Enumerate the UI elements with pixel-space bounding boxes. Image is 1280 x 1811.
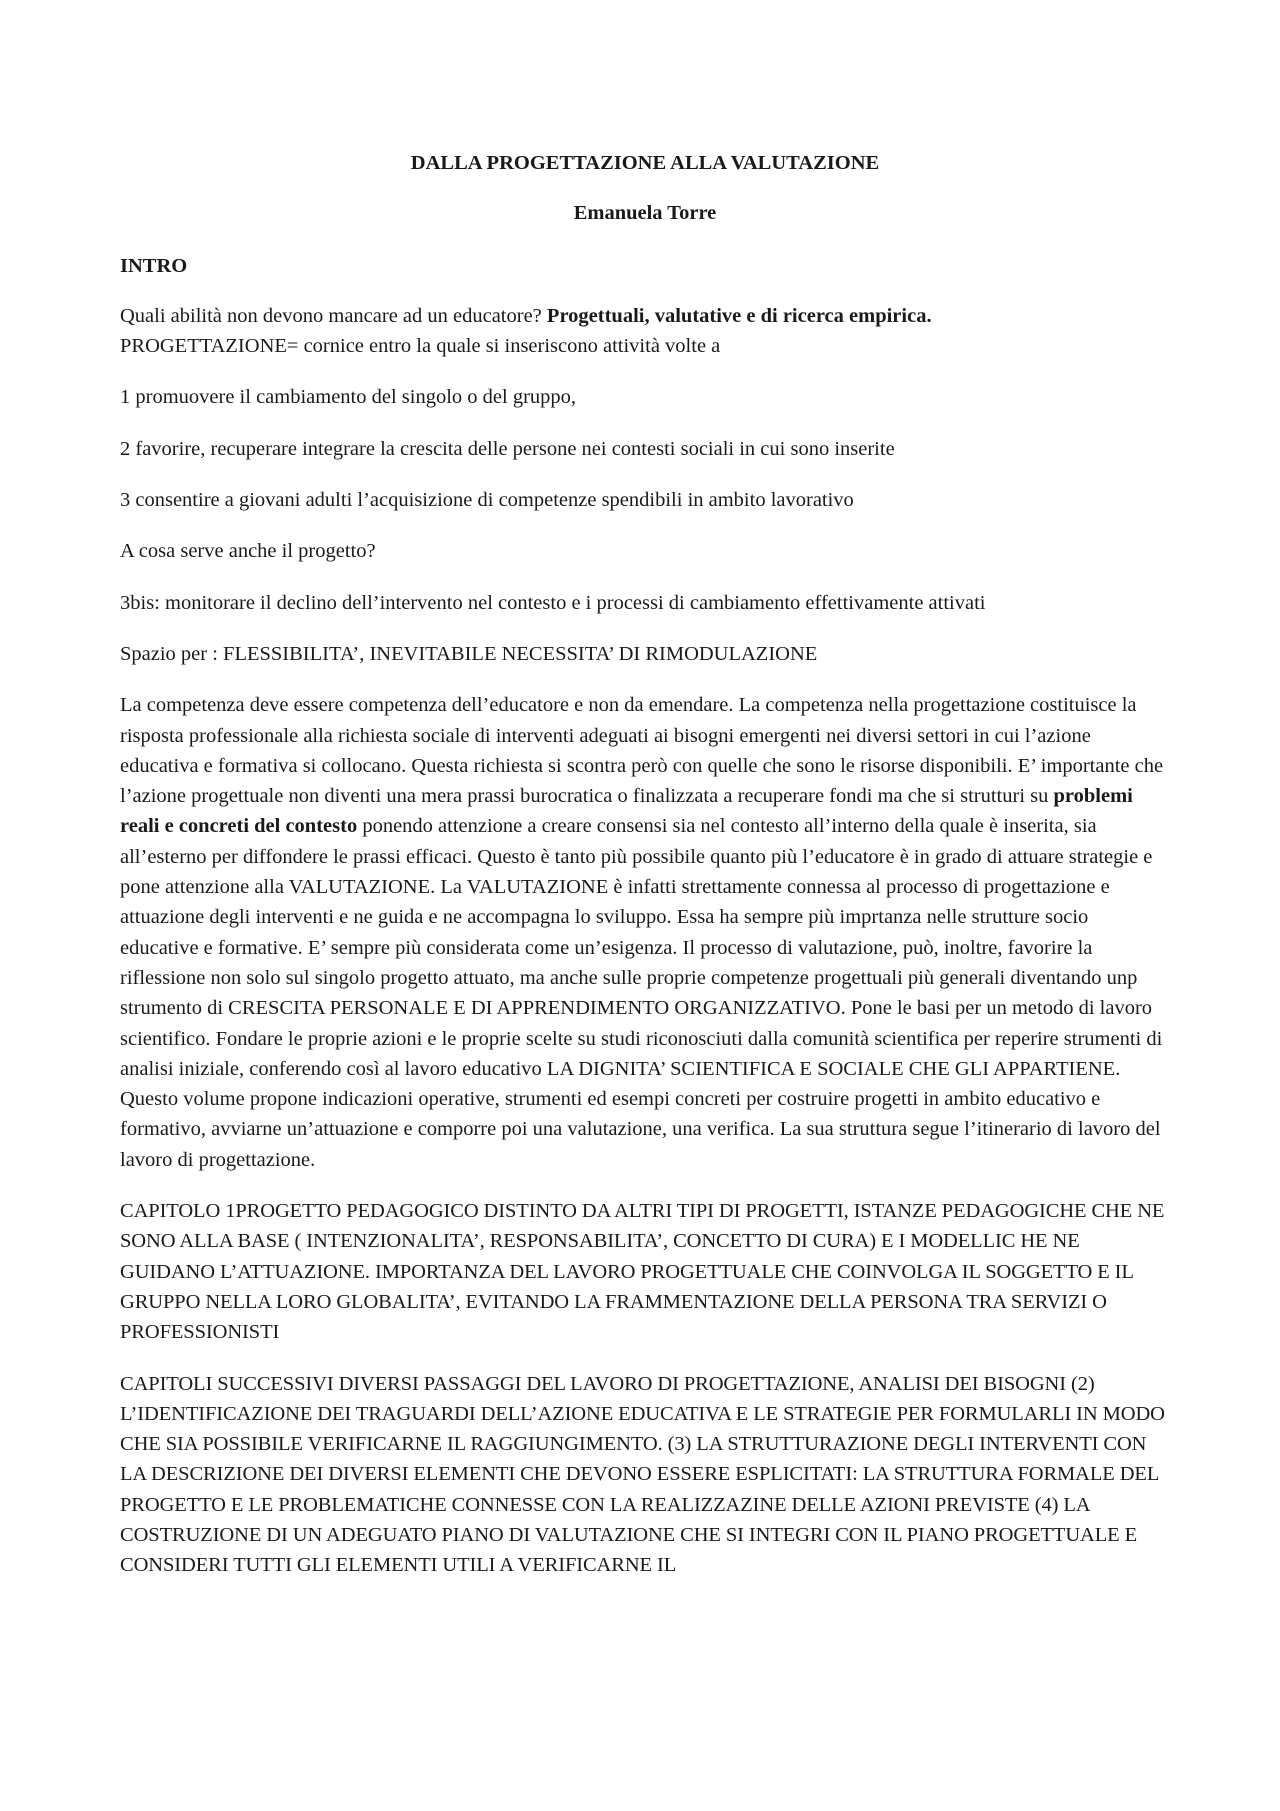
later-chapters-paragraph: CAPITOLI SUCCESSIVI DIVERSI PASSAGGI DEL LAVORO DI PROGETTAZIONE, ANALISI DEI BISOGNI (2) L’IDENTIFICAZIONE DEI TRAGUARDI DELL’AZIONE EDUCATIVA E LE STRATEGIE PER FORMULARLI IN MODO CHE SIA POSSIBILE VERIFICARNE IL RAGGIUNGIMENTO. (3) LA STRUTTURAZIONE DEGLI INTERVENTI CON LA DESCRIZIONE DEI DIVERSI ELEMENTI CHE DEVONO ESSERE ESPLICITATI: LA STRUTTURA FORMALE DEL PROGETTO E LE PROBLEMATICHE CONNESSE CON LA REALIZZAZINE DELLE AZIONI PREVISTE (4) LA COSTRUZIONE DI UN ADEGUATO PIANO DI VALUTAZIONE CHE SI INTEGRI CON IL PIANO PROGETTUALE E CONSIDERI TUTTI GLI ELEMENTI UTILI A VERIFICARNE IL [120, 1372, 1165, 1577]
competence-paragraph [120, 690, 1170, 1175]
section-heading: INTRO [120, 254, 188, 277]
flexibility-line: Spazio per : FLESSIBILITA’, INEVITABILE NECESSITA’ DI RIMODULAZIONE [120, 642, 818, 665]
intro-definition: PROGETTAZIONE= cornice entro la quale si inseriscono attività volte a [120, 335, 721, 358]
list-item-2: 2 favorire, recuperare integrare la crescita delle persone nei contesti sociali in cui sono inserite [120, 437, 895, 460]
document-page [120, 148, 1170, 1581]
competence-emphasis: problemi reali e concreti del contesto [120, 785, 1133, 838]
list-item-1: 1 promuovere il cambiamento del singolo o del gruppo, [120, 386, 577, 409]
list-item-3bis: 3bis: monitorare il declino dell’intervento nel contesto e i processi di cambiamento effettivamente attivati [120, 591, 986, 614]
project-question: A cosa serve anche il progetto? [120, 540, 376, 563]
document-author: Emanuela Torre [573, 202, 717, 225]
intro-paragraph [120, 301, 1170, 362]
list-item-3: 3 consentire a giovani adulti l’acquisizione di competenze spendibili in ambito lavorativo [120, 489, 854, 512]
intro-abilities: Progettuali, valutative e di ricerca empirica. [546, 304, 932, 327]
document-title: DALLA PROGETTAZIONE ALLA VALUTAZIONE [410, 152, 880, 174]
competence-text-start: La competenza deve essere competenza dell’educatore e non da emendare. La competenza nella progettazione costituisce la risposta professionale alla richiesta sociale di interventi adeguati ai bisogni emergenti nei diversi settori in cui l’azione educativa e formativa si collocano. Questa richiesta si scontra però con quelle che sono le risorse disponibili. E’ importante che l’azione progettuale non diventi una mera prassi burocratica o finalizzata a recuperare fondi ma che si strutturi su [120, 694, 1164, 808]
intro-question: Quali abilità non devono mancare ad un educatore? [120, 304, 547, 327]
chapter-1-paragraph: CAPITOLO 1PROGETTO PEDAGOGICO DISTINTO DA ALTRI TIPI DI PROGETTI, ISTANZE PEDAGOGICHE CHE NE SONO ALLA BASE ( INTENZIONALITA’, RESPONSABILITA’, CONCETTO DI CURA) E I MODELLIC HE NE GUIDANO L’ATTUAZIONE. IMPORTANZA DEL LAVORO PROGETTUALE CHE COINVOLGA IL SOGGETTO E IL GRUPPO NELLA LORO GLOBALITA’, EVITANDO LA FRAMMENTAZIONE DELLA PERSONA TRA SERVIZI O PROFESSIONISTI [120, 1200, 1165, 1344]
competence-text-end: ponendo attenzione a creare consensi sia nel contesto all’interno della quale è inserita, sia all’esterno per diffondere le prassi efficaci. Questo è tanto più possibile quanto più l’educatore è in grado di attuare strategie e pone attenzione alla VALUTAZIONE. La VALUTAZIONE è infatti strettamente connessa al processo di progettazione e attuazione degli interventi e ne guida e ne accompagna lo sviluppo. Essa ha sempre più imprtanza nelle strutture socio educative e formative. E’ sempre più considerata come un’esigenza. Il processo di valutazione, può, inoltre, favorire la riflessione non solo sul singolo progetto attuato, ma anche sulle proprie competenze progettuali più generali diventando unp strumento di CRESCITA PERSONALE E DI APPRENDIMENTO ORGANIZZATIVO. Pone le basi per un metodo di lavoro scientifico. Fondare le proprie azioni e le proprie scelte su studi riconosciuti dalla comunità scientifica per reperire strumenti di analisi iniziale, conferendo così al lavoro educativo LA DIGNITA’ SCIENTIFICA E SOCIALE CHE GLI APPARTIENE. Questo volume propone indicazioni operative, strumenti ed esempi concreti per costruire progetti in ambito educativo e formativo, avviarne un’attuazione e comporre poi una valutazione, una verifica. La sua struttura segue l’itinerario di lavoro del lavoro di progettazione. [120, 815, 1163, 1171]
